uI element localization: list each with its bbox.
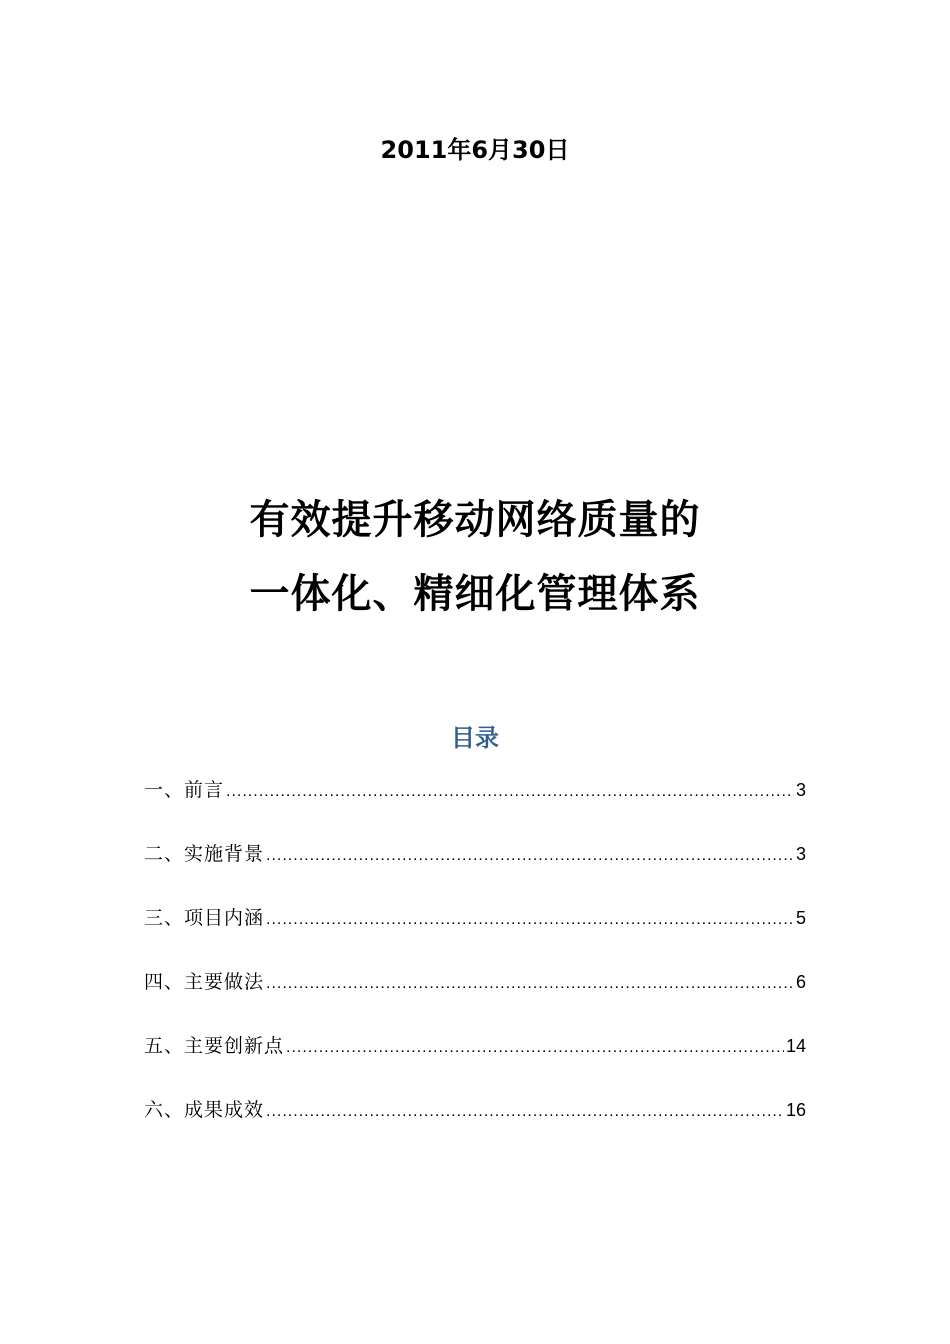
toc-entry-label: 五、主要创新点: [144, 1035, 285, 1057]
toc-dot-leader: [266, 906, 794, 934]
toc-page-number: 3: [795, 780, 806, 800]
toc-dot-leader: [266, 842, 794, 870]
document-title-line-1: 有效提升移动网络质量的: [249, 497, 701, 543]
toc-page-number: 5: [795, 908, 806, 928]
toc-heading: 目录: [451, 724, 499, 752]
document-date: 2011年6月30日: [380, 136, 570, 164]
toc-entry-results[interactable]: [144, 1096, 806, 1160]
table-of-contents: [144, 776, 806, 1160]
toc-page-number: 16: [785, 1100, 806, 1120]
toc-page-number: 6: [795, 972, 806, 992]
toc-dot-leader: [266, 970, 794, 998]
toc-page-number: 14: [785, 1036, 806, 1056]
document-title-line-2: 一体化、精细化管理体系: [249, 571, 701, 617]
toc-entry-label: 一、前言: [144, 779, 225, 801]
toc-dot-leader: [226, 778, 794, 806]
toc-dot-leader: [286, 1034, 784, 1062]
toc-entry-practices[interactable]: [144, 968, 806, 1032]
toc-page-number: 3: [795, 844, 806, 864]
toc-dot-leader: [266, 1098, 784, 1126]
toc-entry-label: 二、实施背景: [144, 843, 265, 865]
toc-entry-label: 三、项目内涵: [144, 907, 265, 929]
toc-entry-label: 四、主要做法: [144, 971, 265, 993]
toc-entry-preface[interactable]: [144, 776, 806, 840]
toc-entry-background[interactable]: [144, 840, 806, 904]
toc-entry-innovations[interactable]: [144, 1032, 806, 1096]
toc-entry-label: 六、成果成效: [144, 1099, 265, 1121]
toc-entry-connotation[interactable]: [144, 904, 806, 968]
